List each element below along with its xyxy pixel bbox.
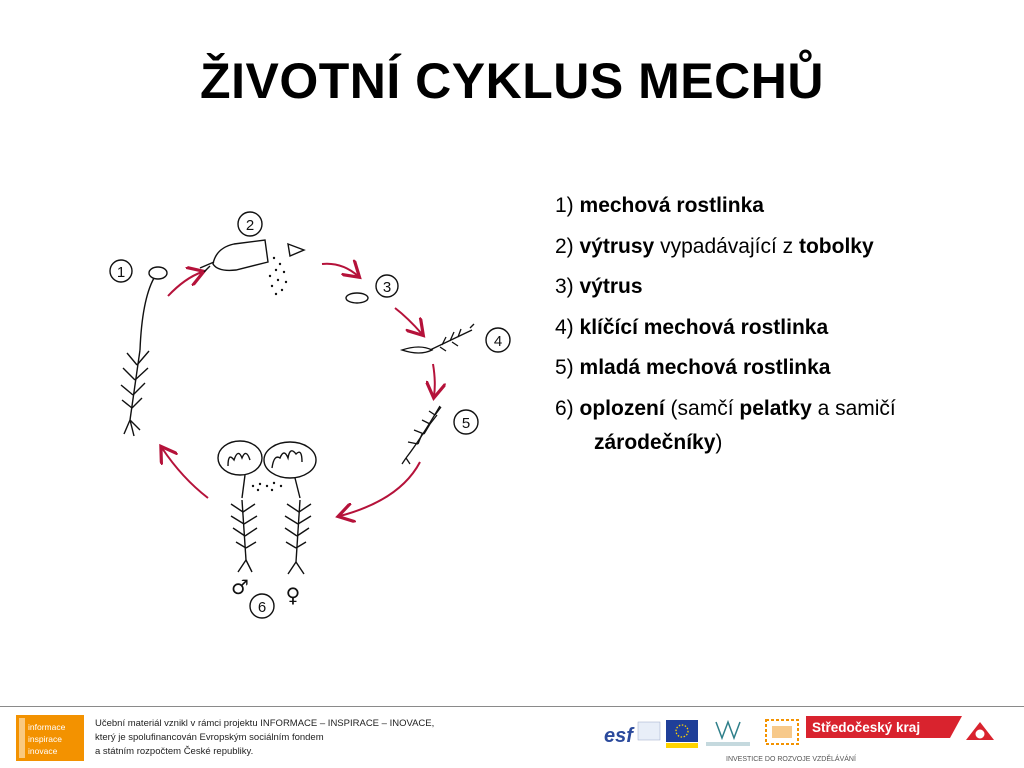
legend-term: mechová rostlinka: [579, 194, 764, 217]
legend-text: ): [715, 430, 723, 454]
logo-line-inovace: inovace: [28, 746, 58, 756]
stage-3-spore: [346, 293, 368, 303]
page-title: ŽIVOTNÍ CYKLUS MECHŮ: [200, 53, 824, 109]
legend-term: výtrus: [579, 275, 643, 298]
msmt-logo: [706, 722, 750, 746]
legend-item-number: 5): [555, 356, 574, 379]
footer-text-line: a státním rozpočtem České republiky.: [95, 746, 254, 757]
legend-text: vypadávající z: [654, 234, 799, 258]
footer-project-text: [95, 717, 434, 759]
legend-item-number: 4): [555, 315, 574, 339]
op-logo: [766, 720, 798, 744]
legend-item-4: [555, 308, 995, 349]
stage-1-moss-plant: [121, 267, 167, 436]
antheridia-circle: [218, 441, 262, 475]
male-symbol: ♂: [231, 575, 249, 599]
logo-line-informace: informace: [28, 722, 66, 732]
sponsor-logos: [600, 712, 1010, 764]
logo-line-inspirace: inspirace: [28, 734, 63, 744]
investment-slogan: INVESTICE DO ROZVOJE VZDĚLÁVÁNÍ: [726, 756, 856, 763]
region-label: Středočeský kraj: [812, 720, 921, 735]
eu-flag-logo: [666, 720, 698, 748]
step-number-1: 1: [116, 264, 126, 281]
arrow-5-to-6: [340, 462, 420, 516]
footer: [0, 708, 1024, 768]
step-number-2: 2: [245, 217, 255, 234]
footer-text-line: Učební materiál vznikl v rámci projektu INFORMACE – INSPIRACE – INOVACE,: [95, 718, 435, 729]
arrow-2-to-3: [322, 264, 358, 276]
footer-text-line: který je spolufinancován Evropským sociálním fondem: [95, 732, 324, 743]
legend-item-number: 3): [555, 275, 574, 298]
legend-term: oplození: [579, 396, 665, 420]
arrow-6-to-1: [162, 448, 208, 498]
archegonia-circle: [264, 442, 316, 478]
legend-text: a samičí: [811, 396, 902, 420]
step-number-4: 4: [493, 333, 503, 350]
cycle-arrows: [162, 264, 435, 516]
legend-text: (samčí: [664, 396, 740, 420]
legend-list: [555, 186, 995, 460]
legend-item-3: [555, 267, 995, 308]
arrow-1-to-2: [168, 272, 202, 296]
stage-6-fertilization: [218, 441, 316, 574]
legend-item-2: [555, 227, 995, 268]
informace-inspirace-inovace-logo: [16, 715, 84, 761]
esf-logo: [602, 718, 660, 747]
stredocesky-kraj-logo: [806, 716, 994, 740]
legend-item-number: 6): [555, 396, 574, 420]
stage-5-young-moss: [402, 406, 441, 464]
step-number-5: 5: [461, 415, 471, 432]
stage-4-germinating-moss: [402, 324, 474, 353]
arrow-4-to-5: [433, 364, 435, 396]
stage-2-capsule: [200, 240, 304, 272]
sperm-dots: [252, 482, 282, 491]
legend-item-5: [555, 348, 995, 389]
legend-item-number: 1): [555, 194, 574, 217]
legend-term: tobolky: [798, 234, 874, 258]
legend-term: mladá mechová rostlinka: [579, 356, 831, 379]
arrow-3-to-4: [395, 308, 422, 334]
legend-item-1: [555, 186, 995, 227]
legend-term: výtrusy: [579, 234, 655, 258]
legend-item-number: 2): [555, 234, 574, 258]
legend-item-6: [555, 389, 995, 460]
svg-text:esf: esf: [604, 725, 633, 747]
female-symbol: ♀: [285, 583, 301, 607]
footer-divider: [0, 706, 1024, 707]
moss-life-cycle-diagram: [90, 200, 530, 640]
falling-spores: [269, 257, 287, 295]
legend-term: pelatky: [739, 396, 812, 420]
legend-term: klíčící mechová rostlinka: [579, 315, 829, 339]
step-number-3: 3: [382, 279, 392, 296]
step-number-6: 6: [257, 599, 267, 616]
legend-term: zárodečníky: [594, 430, 716, 454]
